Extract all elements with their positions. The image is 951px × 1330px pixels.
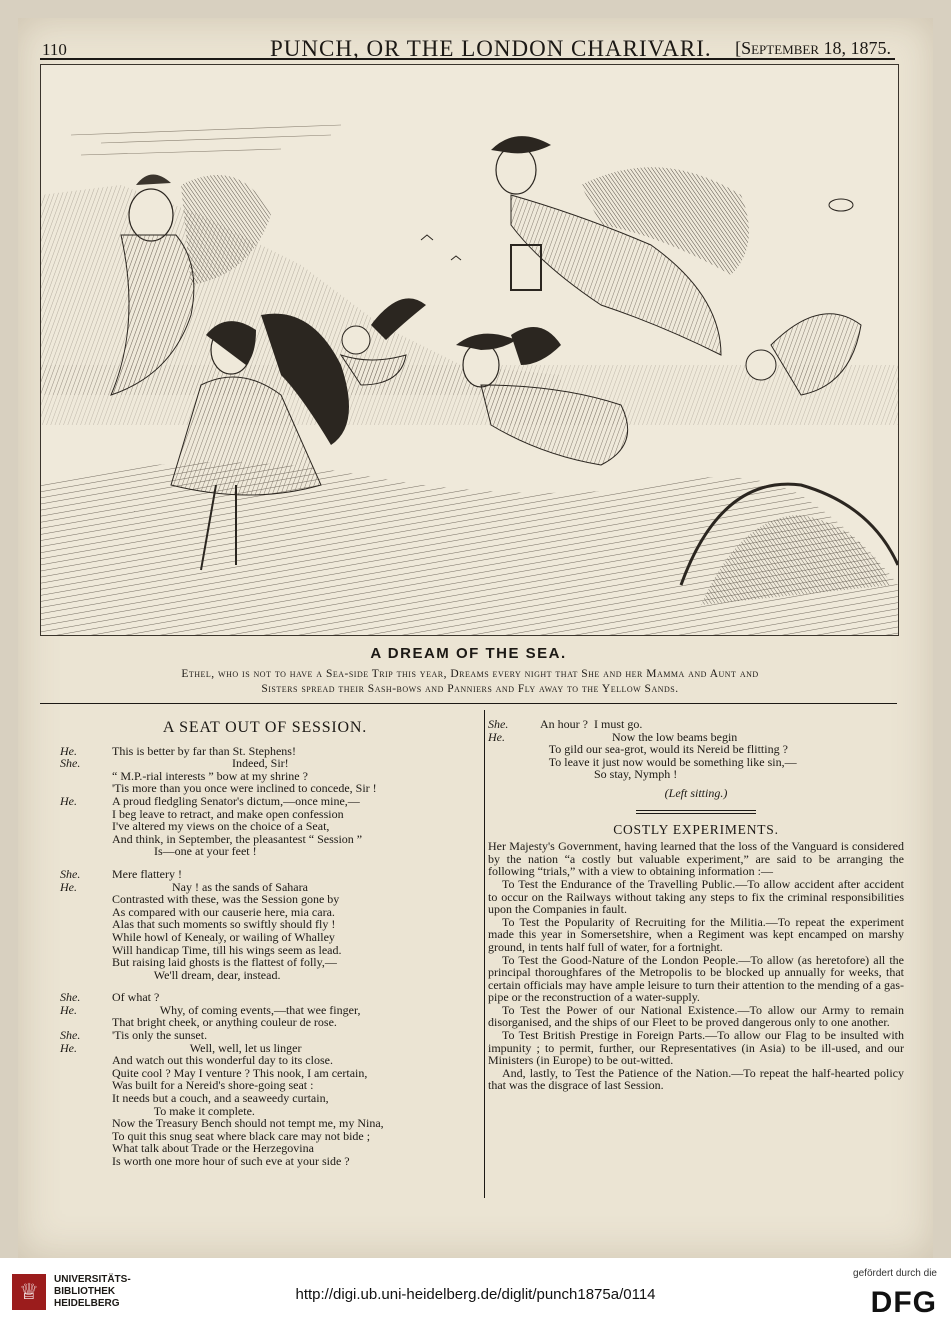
verse-line bbox=[488, 743, 904, 756]
verse-line bbox=[60, 845, 470, 858]
verse-line bbox=[60, 991, 470, 1004]
speaker-label bbox=[60, 820, 112, 833]
verse-text: Is—one at your feet ! bbox=[112, 844, 257, 859]
verse-text: To gild our sea-grot, would its Nereid be flitting ? bbox=[540, 742, 788, 757]
illustration-title: A DREAM OF THE SEA. bbox=[370, 645, 567, 662]
verse-line bbox=[488, 718, 904, 731]
verse-line bbox=[60, 757, 470, 770]
speaker-label: He. bbox=[488, 729, 505, 744]
article-body bbox=[488, 840, 904, 1092]
speaker-label bbox=[60, 1130, 112, 1143]
poem-continuation bbox=[488, 718, 904, 781]
verse-text: To leave it just now would be something like sin,— bbox=[540, 754, 797, 769]
verse-text: Now the Treasury Bench should not tempt me, my Nina, bbox=[112, 1116, 384, 1131]
verse-text: Nay ! as the sands of Sahara bbox=[112, 879, 308, 894]
speaker-label: He. bbox=[60, 743, 77, 758]
verse-text: We'll dream, dear, instead. bbox=[112, 967, 281, 982]
illustration bbox=[40, 64, 899, 636]
verse-line bbox=[60, 1029, 470, 1042]
right-column bbox=[488, 718, 904, 1092]
verse-text: Mere flattery ! bbox=[112, 866, 182, 881]
verse-line bbox=[60, 893, 470, 906]
speaker-label bbox=[60, 931, 112, 944]
verse-text: 'Tis only the sunset. bbox=[112, 1028, 208, 1043]
verse-line bbox=[488, 768, 904, 781]
speaker-label bbox=[60, 893, 112, 906]
speaker-label: She. bbox=[60, 1028, 81, 1043]
verse-text: “ M.P.-rial interests ” bow at my shrine ? bbox=[112, 768, 308, 783]
speaker-label: She. bbox=[60, 866, 81, 881]
university-name: UNIVERSITÄTS- BIBLIOTHEK HEIDELBERG bbox=[54, 1274, 131, 1309]
speaker-label bbox=[488, 743, 540, 756]
verse-line bbox=[60, 956, 470, 969]
article-paragraph: And, lastly, to Test the Patience of the Nation.—To repeat the half-hearted policy that was the disgrace of last Session. bbox=[488, 1065, 904, 1093]
verse-line bbox=[60, 795, 470, 808]
speaker-label bbox=[60, 1092, 112, 1105]
speaker-label bbox=[60, 1117, 112, 1130]
verse-text: To quit this snug seat where black care may not bide ; bbox=[112, 1128, 371, 1143]
speaker-label bbox=[60, 944, 112, 957]
speaker-label: She. bbox=[60, 990, 81, 1005]
speaker-label: He. bbox=[60, 1002, 77, 1017]
verse-line bbox=[60, 1092, 470, 1105]
verse-text: Well, well, let us linger bbox=[112, 1040, 302, 1055]
verse-text: Alas that such moments so swiftly should fly ! bbox=[112, 917, 336, 932]
funder-logo: DFG bbox=[870, 1286, 937, 1319]
poem-lines bbox=[60, 745, 470, 1168]
stage-direction: (Left sitting.) bbox=[664, 785, 728, 800]
speaker-label: She. bbox=[60, 756, 81, 771]
speaker-label: She. bbox=[488, 717, 509, 731]
verse-text: That bright cheek, or anything couleur de rose. bbox=[112, 1015, 337, 1030]
verse-text: This is better by far than St. Stephens! bbox=[112, 743, 296, 758]
speaker-label bbox=[60, 956, 112, 969]
verse-text: As compared with our causerie here, mia cara. bbox=[112, 904, 335, 919]
verse-text: Is worth one more hour of such eve at your side ? bbox=[112, 1154, 350, 1168]
illustration-engraving bbox=[41, 65, 898, 635]
column-divider bbox=[484, 710, 485, 1198]
verse-text: It needs but a couch, and a seaweedy curtain, bbox=[112, 1091, 329, 1106]
verse-text: But raising laid ghosts is the flattest of folly,— bbox=[112, 955, 337, 970]
caption-line-1: Ethel, who is not to have a Sea-side Trip this year, Dreams every night that She and her Mamma and Aunt and bbox=[181, 668, 759, 680]
university-logo-icon: ♕ bbox=[12, 1274, 46, 1310]
verse-text: While howl of Kenealy, or wailing of Whalley bbox=[112, 929, 335, 944]
illustration-caption bbox=[50, 667, 890, 697]
verse-text: Now the low beams begin bbox=[540, 729, 738, 744]
issue-date: [September 18, 1875. bbox=[735, 38, 891, 58]
verse-text: And think, in September, the pleasantest “ Session ” bbox=[112, 831, 363, 846]
verse-text: Of what ? bbox=[112, 990, 160, 1005]
verse-text: Indeed, Sir! bbox=[112, 756, 289, 771]
speaker-label bbox=[60, 1155, 112, 1168]
article-paragraph: To Test British Prestige in Foreign Parts.—To allow our Flag to be insulted with impunity ; to permit, further, our Representatives (in Asia) to be ill-used, and our Ministers (in Europe) to be out-witted. bbox=[488, 1028, 904, 1068]
page-header bbox=[40, 22, 895, 60]
verse-line bbox=[60, 820, 470, 833]
poem-column bbox=[60, 719, 470, 1168]
speaker-label bbox=[60, 845, 112, 858]
speaker-label bbox=[60, 1079, 112, 1092]
verse-text: And watch out this wonderful day to its close. bbox=[112, 1053, 333, 1068]
speaker-label: He. bbox=[60, 1040, 77, 1055]
speaker-label bbox=[60, 918, 112, 931]
speaker-label bbox=[60, 808, 112, 821]
article-paragraph: To Test the Power of our National Existence.—To allow our Army to remain disorganised, and the ships of our Fleet to be proved dangerous only to one another. bbox=[488, 1002, 904, 1030]
speaker-label bbox=[488, 756, 540, 769]
speaker-label bbox=[60, 969, 112, 982]
speaker-label bbox=[60, 770, 112, 783]
source-url[interactable]: http://digi.ub.uni-heidelberg.de/diglit/punch1875a/0114 bbox=[295, 1286, 656, 1303]
verse-text: An hour ? I must go. bbox=[540, 717, 643, 731]
verse-text: What talk about Trade or the Herzegovina bbox=[112, 1141, 314, 1156]
verse-text: A proud fledgling Senator's dictum,—once mine,— bbox=[112, 793, 360, 808]
verse-text: Was built for a Nereid's shore-going seat : bbox=[112, 1078, 314, 1093]
verse-text: To make it complete. bbox=[112, 1103, 255, 1118]
verse-line bbox=[60, 1155, 470, 1168]
poem-title: A SEAT OUT OF SESSION. bbox=[162, 719, 368, 736]
speaker-label bbox=[60, 833, 112, 846]
speaker-label bbox=[60, 1142, 112, 1155]
verse-text: So stay, Nymph ! bbox=[540, 767, 678, 782]
verse-line bbox=[60, 969, 470, 982]
figure-right-child bbox=[746, 199, 861, 395]
article-paragraph: Her Majesty's Government, having learned that the loss of the Vanguard is considered by the nation “a costly but valuable experiment,” are said to be arranging the following “trials,” with a view to obtaining information :— bbox=[488, 839, 904, 879]
verse-text: Will handicap Time, till his wings seem as lead. bbox=[112, 942, 342, 957]
verse-text: Why, of coming events,—that wee finger, bbox=[112, 1002, 361, 1017]
funder-label: gefördert durch die bbox=[853, 1268, 937, 1279]
article-paragraph: To Test the Endurance of the Travelling Public.—To allow accident after accident to occur on the Railways without taking any steps to fix the criminal responsibilities upon the Companies in fault. bbox=[488, 876, 904, 917]
verse-text: I beg leave to retract, and make open confession bbox=[112, 806, 344, 821]
caption-line-2: Sisters spread their Sash-bows and Panniers and Fly away to the Yellow Sands. bbox=[261, 683, 679, 695]
verse-text: I've altered my views on the choice of a Seat, bbox=[112, 819, 330, 834]
page-number: 110 bbox=[42, 40, 67, 59]
footer-bar bbox=[0, 1258, 951, 1330]
speaker-label bbox=[60, 1105, 112, 1118]
speaker-label bbox=[60, 1054, 112, 1067]
article-paragraph: To Test the Popularity of Recruiting for the Militia.—To repeat the experiment made this year in Somersetshire, when a Regiment was kept encamped on marshy ground, in tents half full of water, for a fortnight. bbox=[488, 914, 904, 954]
speaker-label bbox=[60, 906, 112, 919]
verse-line bbox=[60, 868, 470, 881]
article-title: COSTLY EXPERIMENTS. bbox=[613, 821, 779, 837]
article-paragraph: To Test the Good-Nature of the London People.—To allow (as heretofore) all the principal thoroughfares of the Metropolis to be blocked up annually for weeks, that certain officials may have ample leisure to turn their attention to the mending of a gas-pipe or the reconstruction of a water-supply. bbox=[488, 952, 904, 1005]
speaker-label: He. bbox=[60, 793, 77, 808]
verse-text: Contrasted with these, was the Session gone by bbox=[112, 892, 340, 907]
verse-line bbox=[60, 1054, 470, 1067]
verse-line bbox=[60, 1117, 470, 1130]
verse-line bbox=[60, 931, 470, 944]
masthead-title: PUNCH, OR THE LONDON CHARIVARI. bbox=[270, 36, 712, 61]
figure-mamma bbox=[491, 136, 749, 355]
verse-text: Quite cool ? May I venture ? This nook, I am certain, bbox=[112, 1065, 368, 1080]
speaker-label bbox=[60, 1067, 112, 1080]
speaker-label: He. bbox=[60, 879, 77, 894]
speaker-label bbox=[488, 768, 540, 781]
verse-text: 'Tis more than you once were inclined to concede, Sir ! bbox=[112, 781, 377, 796]
section-divider bbox=[40, 703, 897, 704]
article-divider bbox=[636, 810, 756, 814]
